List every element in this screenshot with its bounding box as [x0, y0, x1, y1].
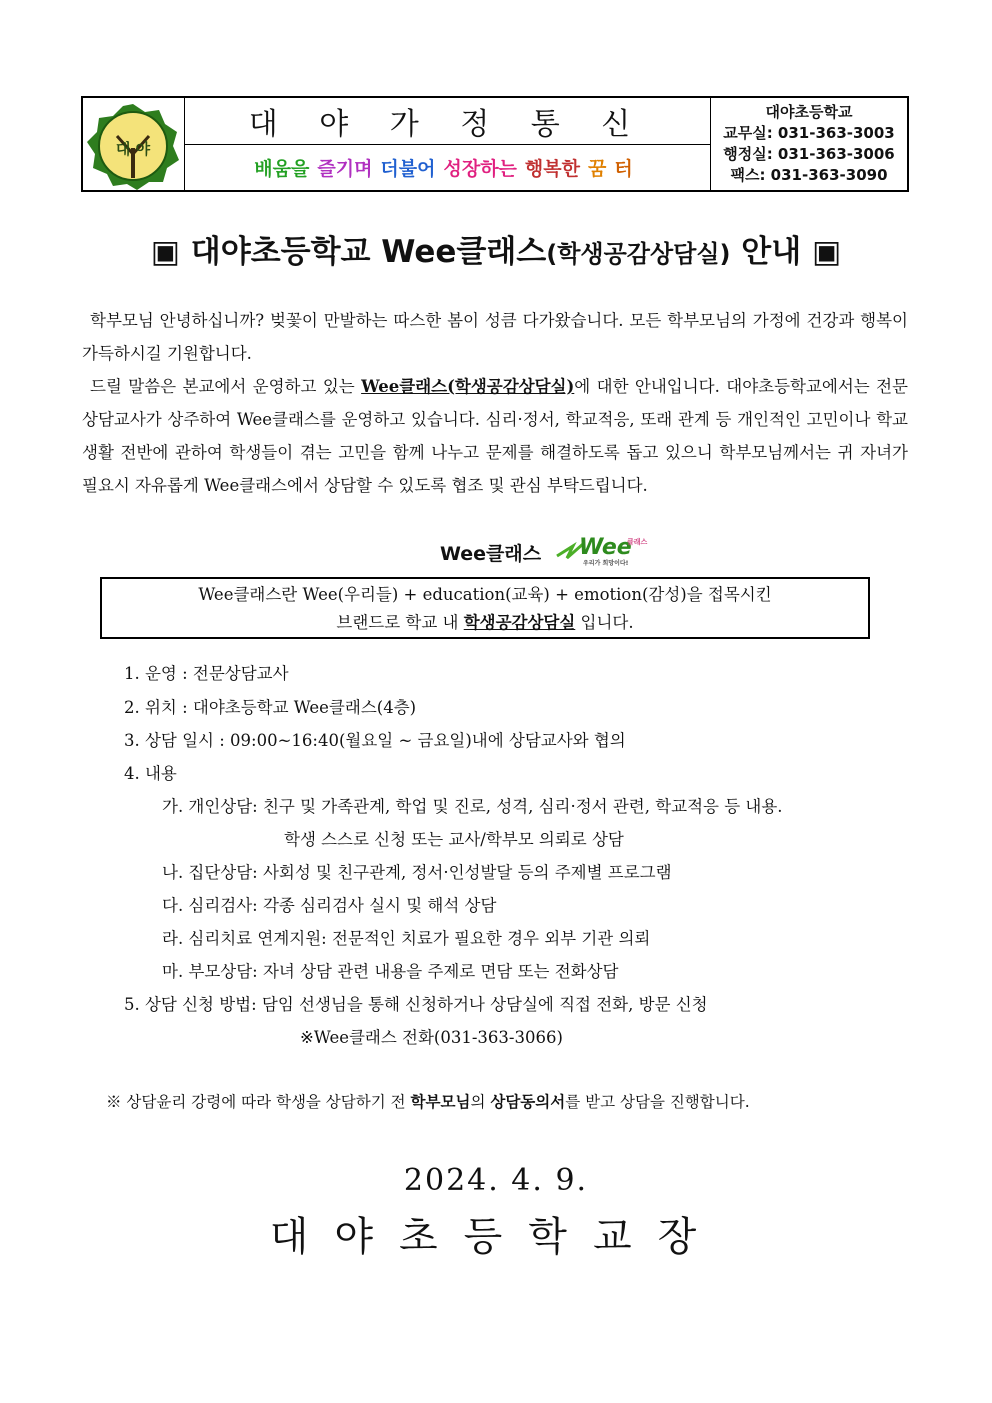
- school-emblem-logo: [83, 98, 184, 190]
- content-group-counseling: 나. 집단상담: 사회성 및 친구관계, 정서·인성발달 등의 주제별 프로그램: [162, 863, 672, 882]
- school-contact-info: [711, 98, 907, 190]
- consent-notice: ※ 상담윤리 강령에 따라 학생을 상담하기 전 학부모님의 상담동의서를 받고 상담을 진행합니다.: [106, 1092, 750, 1111]
- info-item-location: 2. 위치 : 대야초등학교 Wee클래스(4층): [124, 698, 417, 717]
- office-phone: 교무실: 031-363-3003: [723, 124, 895, 142]
- info-item-contents: 4. 내용: [124, 764, 177, 783]
- motto-word: 터: [614, 158, 633, 180]
- newsletter-title: 대 야 가 정 통 신: [185, 98, 711, 145]
- school-motto: [185, 145, 711, 190]
- intro-paragraph-1: 학부모님 안녕하십니까? 벚꽃이 만발하는 따스한 봄이 성큼 다가왔습니다. 모든 학부모님의 가정에 건강과 행복이 가득하시길 기원합니다.: [82, 311, 908, 363]
- motto-word: 행복한: [524, 158, 580, 180]
- definition-line-2: 브랜드로 학교 내 학생공감상담실 입니다.: [336, 613, 634, 632]
- svg-text:우리가 희망이다!: 우리가 희망이다!: [583, 560, 629, 567]
- svg-text:대 야: 대 야: [115, 140, 151, 158]
- school-name: 대야초등학교: [765, 103, 853, 121]
- school-logo-cell: [83, 98, 185, 190]
- info-item-application: 5. 상담 신청 방법: 담임 선생님을 통해 신청하거나 상담실에 직접 전화, 방문 신청: [124, 995, 708, 1014]
- info-item-operation: 1. 운영 : 전문상담교사: [124, 664, 289, 683]
- content-therapy-support: 라. 심리치료 연계지원: 전문적인 치료가 필요한 경우 외부 기관 의뢰: [162, 929, 651, 948]
- issue-date: 2024. 4. 9.: [403, 1163, 589, 1198]
- motto-word: 더불어: [380, 158, 436, 180]
- fax-number: 팩스: 031-363-3090: [730, 166, 888, 184]
- content-psych-test: 다. 심리검사: 각종 심리검사 실시 및 해석 상담: [162, 896, 497, 915]
- content-parent-counseling: 마. 부모상담: 자녀 상담 관련 내용을 주제로 면담 또는 전화상담: [162, 962, 619, 981]
- motto-word: 즐기며: [317, 158, 373, 180]
- svg-text:클래스: 클래스: [627, 538, 648, 546]
- motto-word: 꿈: [587, 158, 607, 180]
- svg-text:Wee: Wee: [579, 535, 632, 560]
- motto-word: 성장하는: [443, 158, 517, 180]
- content-individual-counseling: 가. 개인상담: 친구 및 가족관계, 학업 및 진로, 성격, 심리·정서 관련, 학교적응 등 내용.: [162, 797, 783, 816]
- newsletter-header: [81, 96, 909, 192]
- content-individual-counseling-detail: 학생 스스로 신청 또는 교사/학부모 의뢰로 상담: [284, 830, 624, 849]
- wee-class-label: Wee클래스: [440, 542, 542, 565]
- info-item-hours: 3. 상담 일시 : 09:00~16:40(월요일 ~ 금요일)내에 상담교사와 협의: [124, 731, 626, 750]
- admin-phone: 행정실: 031-363-3006: [723, 145, 895, 163]
- wee-class-heading: [440, 532, 653, 572]
- definition-line-1: Wee클래스란 Wee(우리들) + education(교육) + emotion(감성)을 접목시킨: [198, 585, 772, 604]
- page-title: ▣ 대야초등학교 Wee클래스(학생공감상담실) 안내 ▣: [150, 234, 842, 270]
- motto-word: 배움을: [254, 158, 310, 180]
- intro-paragraph-2: 드릴 말씀은 본교에서 운영하고 있는 Wee클래스(학생공감상담실)에 대한 안내입니다. 대야초등학교에서는 전문상담교사가 상주하여 Wee클래스를 운영하고 있습니다. 심리·정서, 학교적응, 또래 관계 등 개인적인 고민이나 학교생활 전반에 관하여 학생들이 겪는 고민을 함께 나누고 문제를 해결하도록 돕고 있으니 학부모님께서는 귀 자녀가 필요시 자유롭게 Wee클래스에서 상담할 수 있도록 협조 및 관심 부탁드립니다.: [82, 377, 908, 495]
- wee-class-phone: ※Wee클래스 전화(031-363-3066): [300, 1028, 563, 1047]
- wee-class-definition-box: [100, 577, 870, 639]
- principal-signature: 대야초등학교장: [269, 1214, 723, 1260]
- wee-class-logo: [553, 532, 653, 572]
